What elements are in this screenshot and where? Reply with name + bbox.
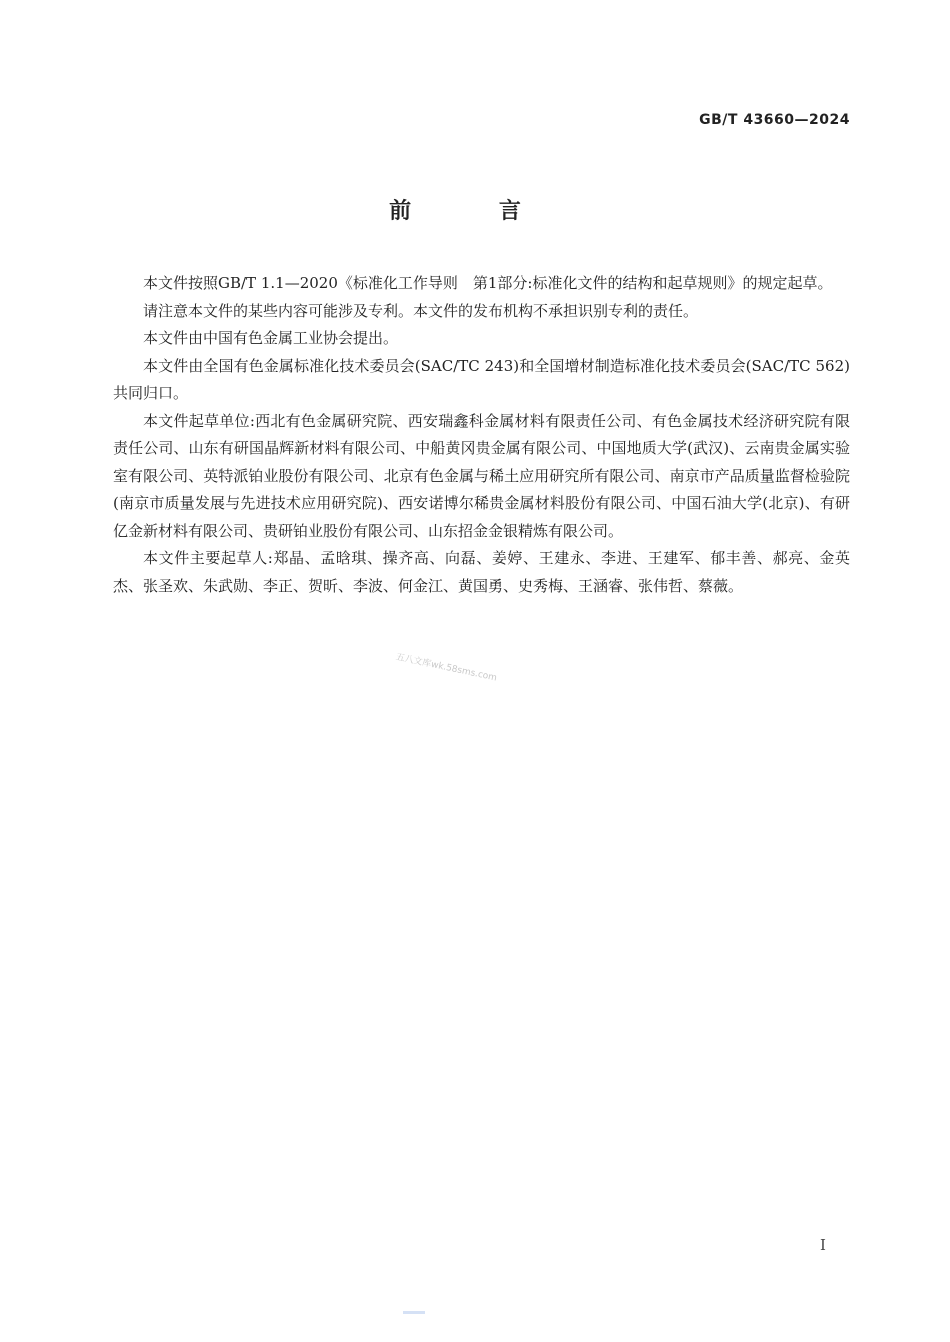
paragraph-patent-notice: 请注意本文件的某些内容可能涉及专利。本文件的发布机构不承担识别专利的责任。 (143, 301, 699, 320)
paragraph-proposer: 本文件由中国有色金属工业协会提出。 (143, 329, 399, 347)
paragraph-drafting-units: 本文件起草单位:西北有色金属研究院、西安瑞鑫科金属材料有限责任公司、有色金属技术经济研究院有限责任公司、山东有研国晶辉新材料有限公司、中船黄冈贵金属有限公司、中国地质大学(武汉)、云南贵金属实验室有限公司、英特派铂业股份有限公司、北京有色金属与稀土应用研究所有限公司、南京市产品质量监督检验院(南京市质量发展与先进技术应用研究院)、西安诺博尔稀贵金属材料股份有限公司、中国石油大学(北京)、有研亿金新材料有限公司、贵研铂业股份有限公司、山东招金金银精炼有限公司。 (113, 411, 850, 540)
footer-mark (403, 1311, 425, 1314)
standard-code: GB/T 43660—2024 (699, 112, 850, 128)
paragraph-committee: 本文件由全国有色金属标准化技术委员会(SAC/TC 243)和全国增材制造标准化技术委员会(SAC/TC 562)共同归口。 (113, 356, 850, 402)
paragraph-drafting-rules: 本文件按照GB/T 1.1—2020《标准化工作导则 第1部分:标准化文件的结构和起草规则》的规定起草。 (143, 274, 833, 292)
watermark: 五八文库wk.58sms.com (394, 652, 498, 684)
foreword-body (113, 270, 850, 600)
page-title: 前 言 (389, 199, 561, 224)
paragraph-drafters: 本文件主要起草人:郑晶、孟晗琪、操齐高、向磊、姜婷、王建永、李进、王建军、郁丰善、郝亮、金英杰、张圣欢、朱武勋、李正、贺昕、李波、何金江、黄国勇、史秀梅、王涵睿、张伟哲、蔡薇。 (113, 549, 850, 595)
page-number: I (820, 1236, 826, 1254)
